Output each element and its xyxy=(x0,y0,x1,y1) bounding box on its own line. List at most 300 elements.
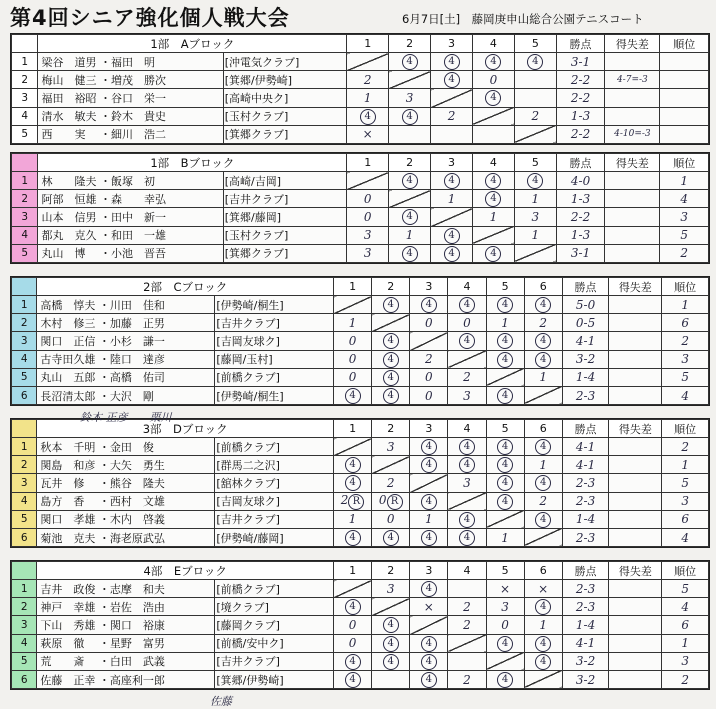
row-number: 5 xyxy=(12,652,37,670)
header-row xyxy=(12,278,709,296)
match-cell xyxy=(334,634,372,652)
match-cell xyxy=(334,616,372,634)
match-cell xyxy=(524,456,562,474)
wins-cell: 2-3 xyxy=(562,528,609,546)
diff-cell: 4-10=-3 xyxy=(605,125,660,143)
match-cell xyxy=(372,296,410,314)
score-text: × xyxy=(423,599,434,614)
player-names: 山本 信男 ・田中 新一 xyxy=(38,208,223,226)
circled-score: 4 xyxy=(421,672,437,688)
match-cell xyxy=(472,107,514,125)
rank-header: 順位 xyxy=(660,35,709,53)
match-cell xyxy=(334,368,372,386)
match-cell xyxy=(410,598,448,616)
match-cell xyxy=(514,71,556,89)
match-cell xyxy=(347,71,389,89)
opponent-header: 6 xyxy=(524,278,562,296)
rank-cell: 5 xyxy=(662,368,709,386)
match-cell xyxy=(431,244,473,262)
table-row xyxy=(12,386,709,404)
row-number: 3 xyxy=(12,332,37,350)
match-cell xyxy=(448,474,486,492)
table-row xyxy=(12,53,709,71)
match-cell xyxy=(431,89,473,107)
row-number: 5 xyxy=(12,244,38,262)
opponent-header: 5 xyxy=(486,562,524,580)
circled-score: 4 xyxy=(485,191,501,207)
wins-cell: 1-4 xyxy=(562,510,609,528)
number-header xyxy=(12,278,37,296)
wins-cell: 3-2 xyxy=(562,652,609,670)
wins-header: 勝点 xyxy=(562,420,609,438)
club-name: [境クラブ] xyxy=(215,598,334,616)
row-number: 2 xyxy=(12,71,38,89)
player-names: 古寺田久雄 ・陸口 達彦 xyxy=(37,350,215,368)
match-cell xyxy=(524,350,562,368)
circled-score: 4 xyxy=(383,636,399,652)
match-cell xyxy=(514,208,556,226)
club-name: [舘林クラブ] xyxy=(215,474,334,492)
match-cell xyxy=(410,492,448,510)
match-cell xyxy=(334,350,372,368)
circled-score: 4 xyxy=(345,654,361,670)
match-cell xyxy=(334,332,372,350)
diff-cell xyxy=(609,634,662,652)
player-names: 丸山 五郎 ・高橋 佑司 xyxy=(37,368,215,386)
score-text: 1 xyxy=(405,228,414,243)
match-cell xyxy=(431,172,473,190)
diff-cell xyxy=(605,208,660,226)
diff-header: 得失差 xyxy=(609,278,662,296)
match-cell xyxy=(524,296,562,314)
match-cell xyxy=(389,226,431,244)
opponent-header: 3 xyxy=(410,420,448,438)
circled-score: 4 xyxy=(345,530,361,546)
results-table xyxy=(11,419,709,547)
match-cell xyxy=(410,332,448,350)
diff-cell xyxy=(609,510,662,528)
player-names: 梁谷 道男 ・福田 明 xyxy=(38,53,223,71)
score-text: 0 xyxy=(424,370,433,385)
diff-header: 得失差 xyxy=(605,154,660,172)
wins-cell: 2-2 xyxy=(556,71,605,89)
match-cell xyxy=(347,107,389,125)
score-text: 0 xyxy=(489,72,498,87)
opponent-header: 5 xyxy=(514,35,556,53)
club-name: [箕郷クラブ] xyxy=(223,244,347,262)
table-row xyxy=(12,332,709,350)
match-cell xyxy=(372,510,410,528)
rank-cell: 1 xyxy=(662,634,709,652)
results-table xyxy=(11,561,709,689)
diff-header: 得失差 xyxy=(605,35,660,53)
rank-cell xyxy=(660,53,709,71)
match-cell xyxy=(431,226,473,244)
header-row xyxy=(12,154,709,172)
player-names: 関口 孝雄 ・木内 啓義 xyxy=(37,510,215,528)
circled-score: 4 xyxy=(497,636,513,652)
score-text: 1 xyxy=(539,370,547,385)
club-name: [伊勢崎/藤岡] xyxy=(215,528,334,546)
circled-score: 4 xyxy=(497,494,513,510)
opponent-header: 4 xyxy=(448,562,486,580)
wins-cell: 4-1 xyxy=(562,634,609,652)
rank-cell: 1 xyxy=(662,456,709,474)
wins-cell: 0-5 xyxy=(562,314,609,332)
circled-score: 4 xyxy=(497,333,513,349)
match-cell xyxy=(448,456,486,474)
circled-score: 4 xyxy=(345,388,361,404)
player-names: 清水 敏夫 ・鈴木 貴史 xyxy=(38,107,223,125)
circled-score: 4 xyxy=(459,439,475,455)
page-header xyxy=(10,2,710,32)
circled-score: 4 xyxy=(383,370,399,386)
match-cell xyxy=(372,598,410,616)
match-cell xyxy=(524,510,562,528)
opponent-header: 6 xyxy=(524,420,562,438)
table-row xyxy=(12,474,709,492)
match-cell xyxy=(486,510,524,528)
wins-header: 勝点 xyxy=(556,35,605,53)
block-name: 2部 Cブロック xyxy=(37,278,334,296)
wins-header: 勝点 xyxy=(556,154,605,172)
player-names: 関口 正信 ・小杉 謙一 xyxy=(37,332,215,350)
circled-score: 4 xyxy=(535,599,551,615)
table-row xyxy=(12,510,709,528)
match-cell xyxy=(431,208,473,226)
circled-score: 4 xyxy=(485,246,501,262)
wins-cell: 1-3 xyxy=(556,226,605,244)
rank-header: 順位 xyxy=(660,154,709,172)
match-cell xyxy=(514,244,556,262)
match-cell xyxy=(431,190,473,208)
results-table xyxy=(11,34,709,144)
diff-cell xyxy=(609,474,662,492)
table-row xyxy=(12,492,709,510)
player-names: 都丸 克久 ・和田 一雄 xyxy=(38,226,223,244)
circled-score: 4 xyxy=(535,654,551,670)
match-cell xyxy=(372,456,410,474)
diff-header: 得失差 xyxy=(609,420,662,438)
match-cell xyxy=(347,125,389,143)
player-names: 関島 和彦 ・大矢 勇生 xyxy=(37,456,215,474)
match-cell xyxy=(486,580,524,598)
match-cell xyxy=(524,634,562,652)
match-cell xyxy=(410,616,448,634)
match-cell xyxy=(486,598,524,616)
match-cell xyxy=(372,616,410,634)
match-cell xyxy=(472,190,514,208)
match-cell xyxy=(524,386,562,404)
diff-cell xyxy=(609,492,662,510)
score-text: 0 xyxy=(386,512,395,527)
player-names: 阿部 恒雄 ・森 幸弘 xyxy=(38,190,223,208)
diff-cell xyxy=(609,652,662,670)
score-text: 1 xyxy=(363,90,372,105)
player-names: 下山 秀雄 ・関口 裕康 xyxy=(37,616,215,634)
match-cell xyxy=(334,296,372,314)
circled-score: 4 xyxy=(402,54,418,70)
opponent-header: 2 xyxy=(372,562,410,580)
match-cell xyxy=(410,456,448,474)
match-cell xyxy=(448,350,486,368)
match-cell xyxy=(389,71,431,89)
match-cell xyxy=(486,528,524,546)
opponent-header: 3 xyxy=(431,154,473,172)
match-cell xyxy=(334,528,372,546)
match-cell xyxy=(389,172,431,190)
opponent-header: 5 xyxy=(486,278,524,296)
table-row xyxy=(12,580,709,598)
match-cell xyxy=(524,314,562,332)
block-d xyxy=(10,418,710,548)
row-number: 6 xyxy=(12,670,37,688)
match-cell xyxy=(514,125,556,143)
match-cell xyxy=(372,314,410,332)
wins-cell: 3-1 xyxy=(556,53,605,71)
diff-cell xyxy=(605,226,660,244)
table-row xyxy=(12,296,709,314)
opponent-header: 5 xyxy=(486,420,524,438)
row-number: 5 xyxy=(12,510,37,528)
match-cell xyxy=(372,438,410,456)
wins-cell: 5-0 xyxy=(562,296,609,314)
match-cell xyxy=(347,208,389,226)
row-number: 1 xyxy=(12,296,37,314)
table-row xyxy=(12,107,709,125)
rank-cell: 4 xyxy=(662,598,709,616)
match-cell xyxy=(431,107,473,125)
wins-cell: 4-1 xyxy=(562,438,609,456)
block-name: 1部 Bブロック xyxy=(38,154,347,172)
match-cell xyxy=(334,314,372,332)
opponent-header: 4 xyxy=(448,420,486,438)
diff-cell xyxy=(605,89,660,107)
score-text: 1 xyxy=(539,617,548,632)
table-row xyxy=(12,598,709,616)
rank-cell: 4 xyxy=(662,386,709,404)
match-cell xyxy=(372,368,410,386)
circled-score: 4 xyxy=(535,512,551,528)
row-number: 2 xyxy=(12,456,37,474)
match-cell xyxy=(514,53,556,71)
circled-score: 4 xyxy=(402,209,418,225)
match-cell xyxy=(410,314,448,332)
match-cell xyxy=(372,474,410,492)
opponent-header: 4 xyxy=(472,35,514,53)
diff-cell xyxy=(605,53,660,71)
rank-cell: 5 xyxy=(662,580,709,598)
club-name: [群馬二之沢] xyxy=(215,456,334,474)
block-name: 1部 Aブロック xyxy=(38,35,347,53)
circled-score: 4 xyxy=(402,173,418,189)
match-cell xyxy=(334,652,372,670)
match-cell xyxy=(347,226,389,244)
match-cell xyxy=(472,226,514,244)
circled-score: 4 xyxy=(535,636,551,652)
circled-score: 4 xyxy=(360,109,376,125)
row-number: 2 xyxy=(12,314,37,332)
rank-cell: 2 xyxy=(662,438,709,456)
block-b xyxy=(10,152,710,264)
club-name: [藤岡/玉村] xyxy=(215,350,334,368)
rank-cell: 3 xyxy=(660,208,709,226)
match-cell xyxy=(448,652,486,670)
score-text: 2 xyxy=(447,109,456,124)
diff-header: 得失差 xyxy=(609,562,662,580)
circled-score: 4 xyxy=(497,388,513,404)
table-row xyxy=(12,190,709,208)
match-cell xyxy=(486,492,524,510)
match-cell xyxy=(486,474,524,492)
circled-score: 4 xyxy=(345,475,361,491)
match-cell xyxy=(389,89,431,107)
score-text: × xyxy=(538,581,549,596)
diff-cell xyxy=(609,598,662,616)
rank-cell: 6 xyxy=(662,616,709,634)
table-row xyxy=(12,226,709,244)
player-names: 梅山 健三 ・増茂 勝次 xyxy=(38,71,223,89)
row-number: 1 xyxy=(12,53,38,71)
row-number: 2 xyxy=(12,190,38,208)
match-cell xyxy=(347,190,389,208)
player-names: 丸山 博 ・小池 晋吾 xyxy=(38,244,223,262)
score-text: × xyxy=(362,127,373,142)
rank-header: 順位 xyxy=(662,278,709,296)
opponent-header: 2 xyxy=(389,154,431,172)
club-name: [前橋クラブ] xyxy=(215,438,334,456)
score-text: 3 xyxy=(501,599,509,614)
table-row xyxy=(12,670,709,688)
score-text: 3 xyxy=(363,228,372,243)
club-name: [前橋クラブ] xyxy=(215,368,334,386)
block-name: 3部 Dブロック xyxy=(37,420,334,438)
circled-score: 4 xyxy=(421,636,437,652)
wins-cell: 2-3 xyxy=(562,474,609,492)
row-number: 3 xyxy=(12,616,37,634)
match-cell xyxy=(448,598,486,616)
score-text: 3 xyxy=(463,388,471,403)
match-cell xyxy=(472,208,514,226)
match-cell xyxy=(472,53,514,71)
score-text: 0 xyxy=(363,209,372,224)
circled-score: R xyxy=(387,494,403,510)
match-cell xyxy=(486,438,524,456)
match-cell xyxy=(410,670,448,688)
diff-cell xyxy=(605,172,660,190)
circled-score: 4 xyxy=(345,599,361,615)
match-cell xyxy=(334,474,372,492)
match-cell xyxy=(372,652,410,670)
club-name: [吉井クラブ] xyxy=(215,652,334,670)
wins-cell: 3-2 xyxy=(562,350,609,368)
match-cell xyxy=(486,386,524,404)
wins-cell: 2-3 xyxy=(562,386,609,404)
club-name: [吉岡友球ク] xyxy=(215,332,334,350)
row-number: 4 xyxy=(12,107,38,125)
rank-cell: 5 xyxy=(660,226,709,244)
match-cell xyxy=(448,510,486,528)
match-cell xyxy=(486,314,524,332)
player-names: 木村 修三 ・加藤 正男 xyxy=(37,314,215,332)
page-title: 第4回シニア強化個人戦大会 xyxy=(10,6,290,30)
score-text: 2 xyxy=(463,370,471,385)
rank-cell: 2 xyxy=(662,332,709,350)
diff-cell xyxy=(609,314,662,332)
match-cell xyxy=(372,634,410,652)
match-cell xyxy=(472,89,514,107)
match-cell xyxy=(334,598,372,616)
match-cell xyxy=(347,244,389,262)
wins-cell: 3-2 xyxy=(562,670,609,688)
circled-score: 4 xyxy=(497,475,513,491)
score-text: 1 xyxy=(501,530,509,545)
rank-cell: 3 xyxy=(662,652,709,670)
match-cell xyxy=(514,107,556,125)
match-cell xyxy=(472,71,514,89)
row-number: 6 xyxy=(12,386,37,404)
opponent-header: 1 xyxy=(347,154,389,172)
match-cell xyxy=(389,107,431,125)
match-cell xyxy=(347,89,389,107)
diff-cell xyxy=(609,296,662,314)
wins-header: 勝点 xyxy=(562,562,609,580)
match-cell xyxy=(448,580,486,598)
wins-cell: 2-3 xyxy=(562,492,609,510)
match-cell xyxy=(410,386,448,404)
score-text: 2 xyxy=(363,72,372,87)
circled-score: R xyxy=(348,494,364,510)
circled-score: 4 xyxy=(497,457,513,473)
match-cell xyxy=(410,634,448,652)
number-header xyxy=(12,562,37,580)
score-text: 1 xyxy=(348,512,357,527)
opponent-header: 4 xyxy=(448,278,486,296)
circled-score: 4 xyxy=(421,439,437,455)
match-cell xyxy=(448,314,486,332)
club-name: [箕郷/藤岡] xyxy=(223,208,347,226)
row-number: 5 xyxy=(12,125,38,143)
match-cell xyxy=(486,296,524,314)
match-cell xyxy=(514,172,556,190)
table-row xyxy=(12,244,709,262)
table-row xyxy=(12,652,709,670)
results-table xyxy=(11,153,709,263)
circled-score: 4 xyxy=(383,388,399,404)
rank-header: 順位 xyxy=(662,420,709,438)
rank-cell: 5 xyxy=(662,474,709,492)
score-text: 2 xyxy=(463,617,471,632)
rank-cell: 3 xyxy=(662,492,709,510)
opponent-header: 1 xyxy=(347,35,389,53)
match-cell xyxy=(347,53,389,71)
match-cell xyxy=(448,670,486,688)
match-cell xyxy=(472,172,514,190)
match-cell xyxy=(486,634,524,652)
circled-score: 4 xyxy=(535,352,551,368)
match-cell xyxy=(486,652,524,670)
circled-score: 4 xyxy=(459,530,475,546)
score-text: × xyxy=(500,581,511,596)
rank-cell: 6 xyxy=(662,314,709,332)
club-name: [伊勢崎/桐生] xyxy=(215,386,334,404)
wins-header: 勝点 xyxy=(562,278,609,296)
match-cell xyxy=(431,53,473,71)
player-names: 萩原 徹 ・星野 富男 xyxy=(37,634,215,652)
player-names: 瓦井 修 ・熊谷 隆夫 xyxy=(37,474,215,492)
rank-cell: 6 xyxy=(662,510,709,528)
score-text: 3 xyxy=(386,581,395,596)
